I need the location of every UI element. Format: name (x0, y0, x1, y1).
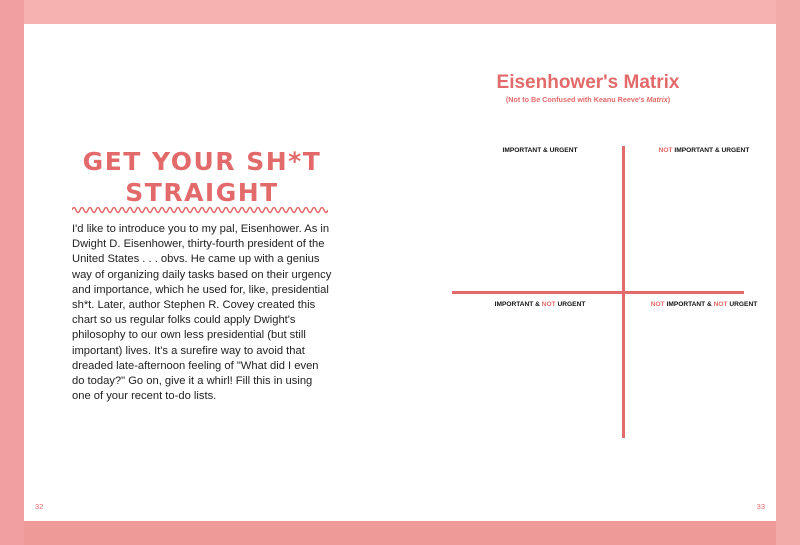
frame-edge-bottom (0, 521, 800, 545)
q4-text-b: URGENT (727, 301, 758, 308)
page-heading (72, 146, 332, 208)
q2-not: NOT (658, 147, 673, 154)
q1-text: IMPORTANT & URGENT (502, 147, 578, 154)
quadrant-label-not-important-not-urgent (624, 301, 784, 309)
q4-not-1: NOT (650, 301, 665, 308)
q4-text-a: IMPORTANT & (664, 301, 714, 308)
q3-text-a: IMPORTANT & (494, 301, 542, 308)
page-number-left: 32 (35, 502, 44, 511)
page-number-right: 33 (756, 502, 765, 511)
q3-not: NOT (541, 301, 556, 308)
quadrant-label-important-urgent (460, 147, 620, 155)
heading-line-2: STRAIGHT (125, 178, 279, 207)
subtitle-pre: (Not to Be Confused with Keanu Reeve's (505, 95, 647, 104)
q3-text-b: URGENT (555, 301, 586, 308)
right-page (400, 24, 776, 521)
matrix-title: Eisenhower's Matrix (496, 72, 680, 93)
quadrant-label-important-not-urgent (460, 301, 620, 309)
subtitle-post: ) (667, 95, 671, 104)
matrix-horizontal-axis (452, 291, 744, 294)
book-spread (24, 24, 776, 521)
frame-edge-top (0, 0, 800, 24)
left-page (24, 24, 400, 521)
q4-not-2: NOT (713, 301, 728, 308)
intro-paragraph: I'd like to introduce you to my pal, Eisenhower. As in Dwight D. Eisenhower, thirty-fourth president of the United States . . . obvs. He came up with a genius way of organizing daily tasks based on their urgency and importance, which he used for, like, presidential sh*t. Later, author Stephen R. Covey created this chart so us regular folks could apply Dwight's philosophy to our own less presidential (but still important) lives. It's a surefire way to avoid that dreaded late-afternoon feeling of "What did I even do today?" Go on, give it a whirl! Fill this in using one of your recent to-do lists. (72, 223, 332, 403)
quadrant-label-not-important-urgent (624, 147, 784, 155)
matrix-subtitle (400, 95, 776, 104)
squiggle-divider (72, 204, 328, 216)
heading-line-1: GET YOUR SH*T (82, 147, 322, 176)
subtitle-italic: Matrix (646, 95, 668, 104)
q2-text: IMPORTANT & URGENT (672, 147, 750, 154)
frame-edge-right (776, 0, 800, 545)
frame-edge-left (0, 0, 24, 545)
